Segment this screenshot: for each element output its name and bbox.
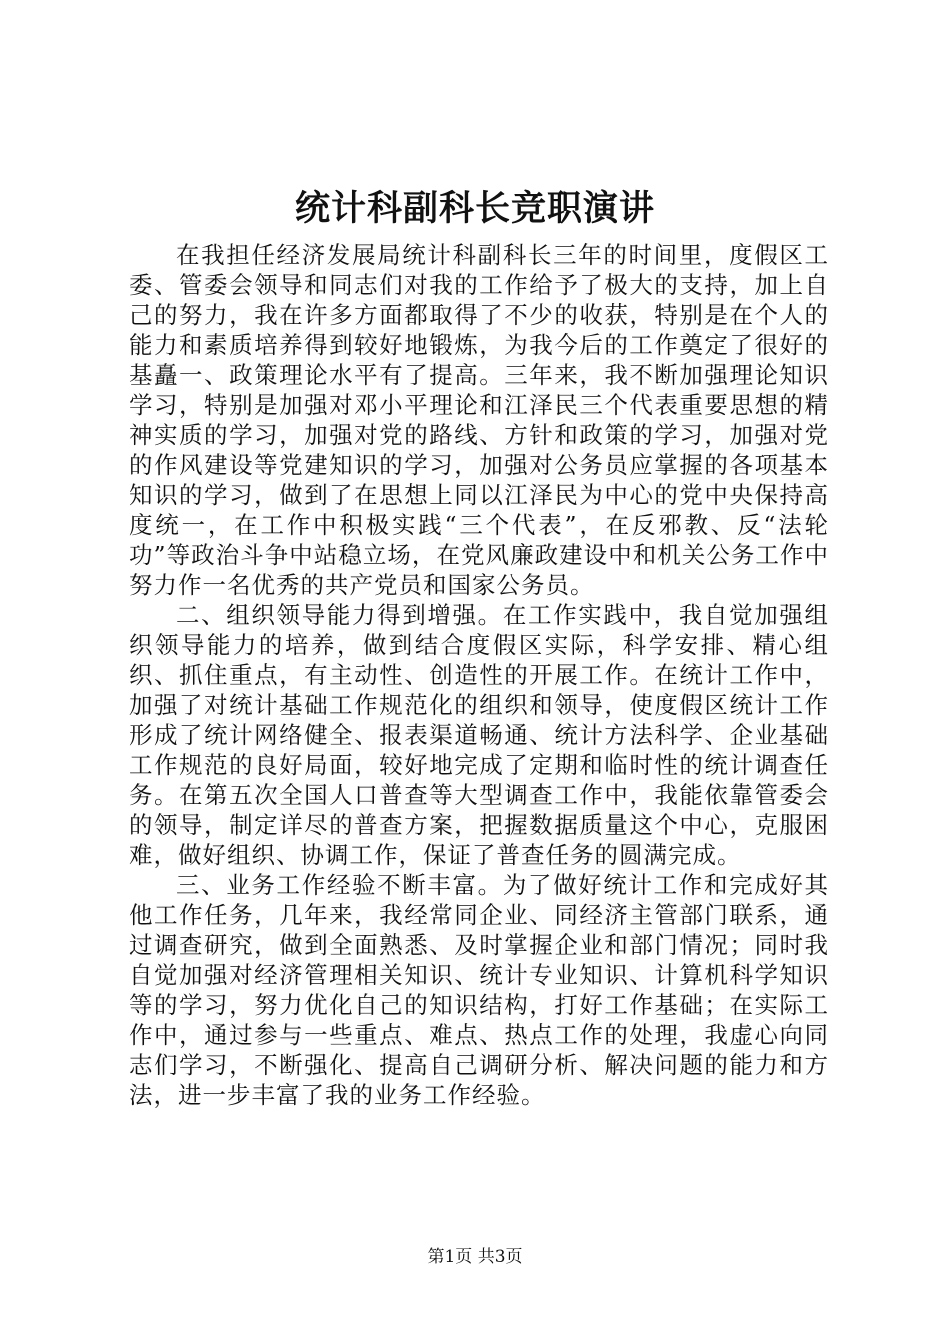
paragraph-1: 在我担任经济发展局统计科副科长三年的时间里，度假区工委、管委会领导和同志们对我的工作给予了极大的支持，加上自己的努力，我在许多方面都取得了不少的收获，特别是在个人的能力和素质培养得到较好地锻炼，为我今后的工作奠定了很好的基矗一、政策理论水平有了提高。三年来，我不断加强理论知识学习，特别是加强对邓小平理论和江泽民三个代表重要思想的精神实质的学习，加强对党的路线、方针和政策的学习，加强对党的作风建设等党建知识的学习，加强对公务员应掌握的各项基本知识的学习，做到了在思想上同以江泽民为中心的党中央保持高度统一，在工作中积极实践“三个代表”，在反邪教、反“法轮功”等政治斗争中站稳立场，在党风廉政建设中和机关公务工作中努力作一名优秀的共产党员和国家公务员。 — [129, 241, 829, 599]
document-body — [129, 240, 829, 1110]
paragraph-2: 二、组织领导能力得到增强。在工作实践中，我自觉加强组织领导能力的培养，做到结合度假区实际，科学安排、精心组织、抓住重点，有主动性、创造性的开展工作。在统计工作中，加强了对统计基础工作规范化的组织和领导，使度假区统计工作形成了统计网络健全、报表渠道畅通、统计方法科学、企业基础工作规范的良好局面，较好地完成了定期和临时性的统计调查任务。在第五次全国人口普查等大型调查工作中，我能依靠管委会的领导，制定详尽的普查方案，把握数据质量这个中心，克服困难，做好组织、协调工作，保证了普查任务的圆满完成。 — [129, 601, 829, 869]
page-footer: 第1页 共3页 — [427, 1247, 523, 1267]
document-title: 统计科副科长竞职演讲 — [294, 188, 655, 229]
paragraph-3: 三、业务工作经验不断丰富。为了做好统计工作和完成好其他工作任务，几年来，我经常同企业、同经济主管部门联系，通过调查研究，做到全面熟悉、及时掌握企业和部门情况；同时我自觉加强对经济管理相关知识、统计专业知识、计算机科学知识等的学习，努力优化自己的知识结构，打好工作基础；在实际工作中，通过参与一些重点、难点、热点工作的处理，我虚心向同志们学习，不断强化、提高自己调研分析、解决问题的能力和方法，进一步丰富了我的业务工作经验。 — [129, 871, 829, 1109]
